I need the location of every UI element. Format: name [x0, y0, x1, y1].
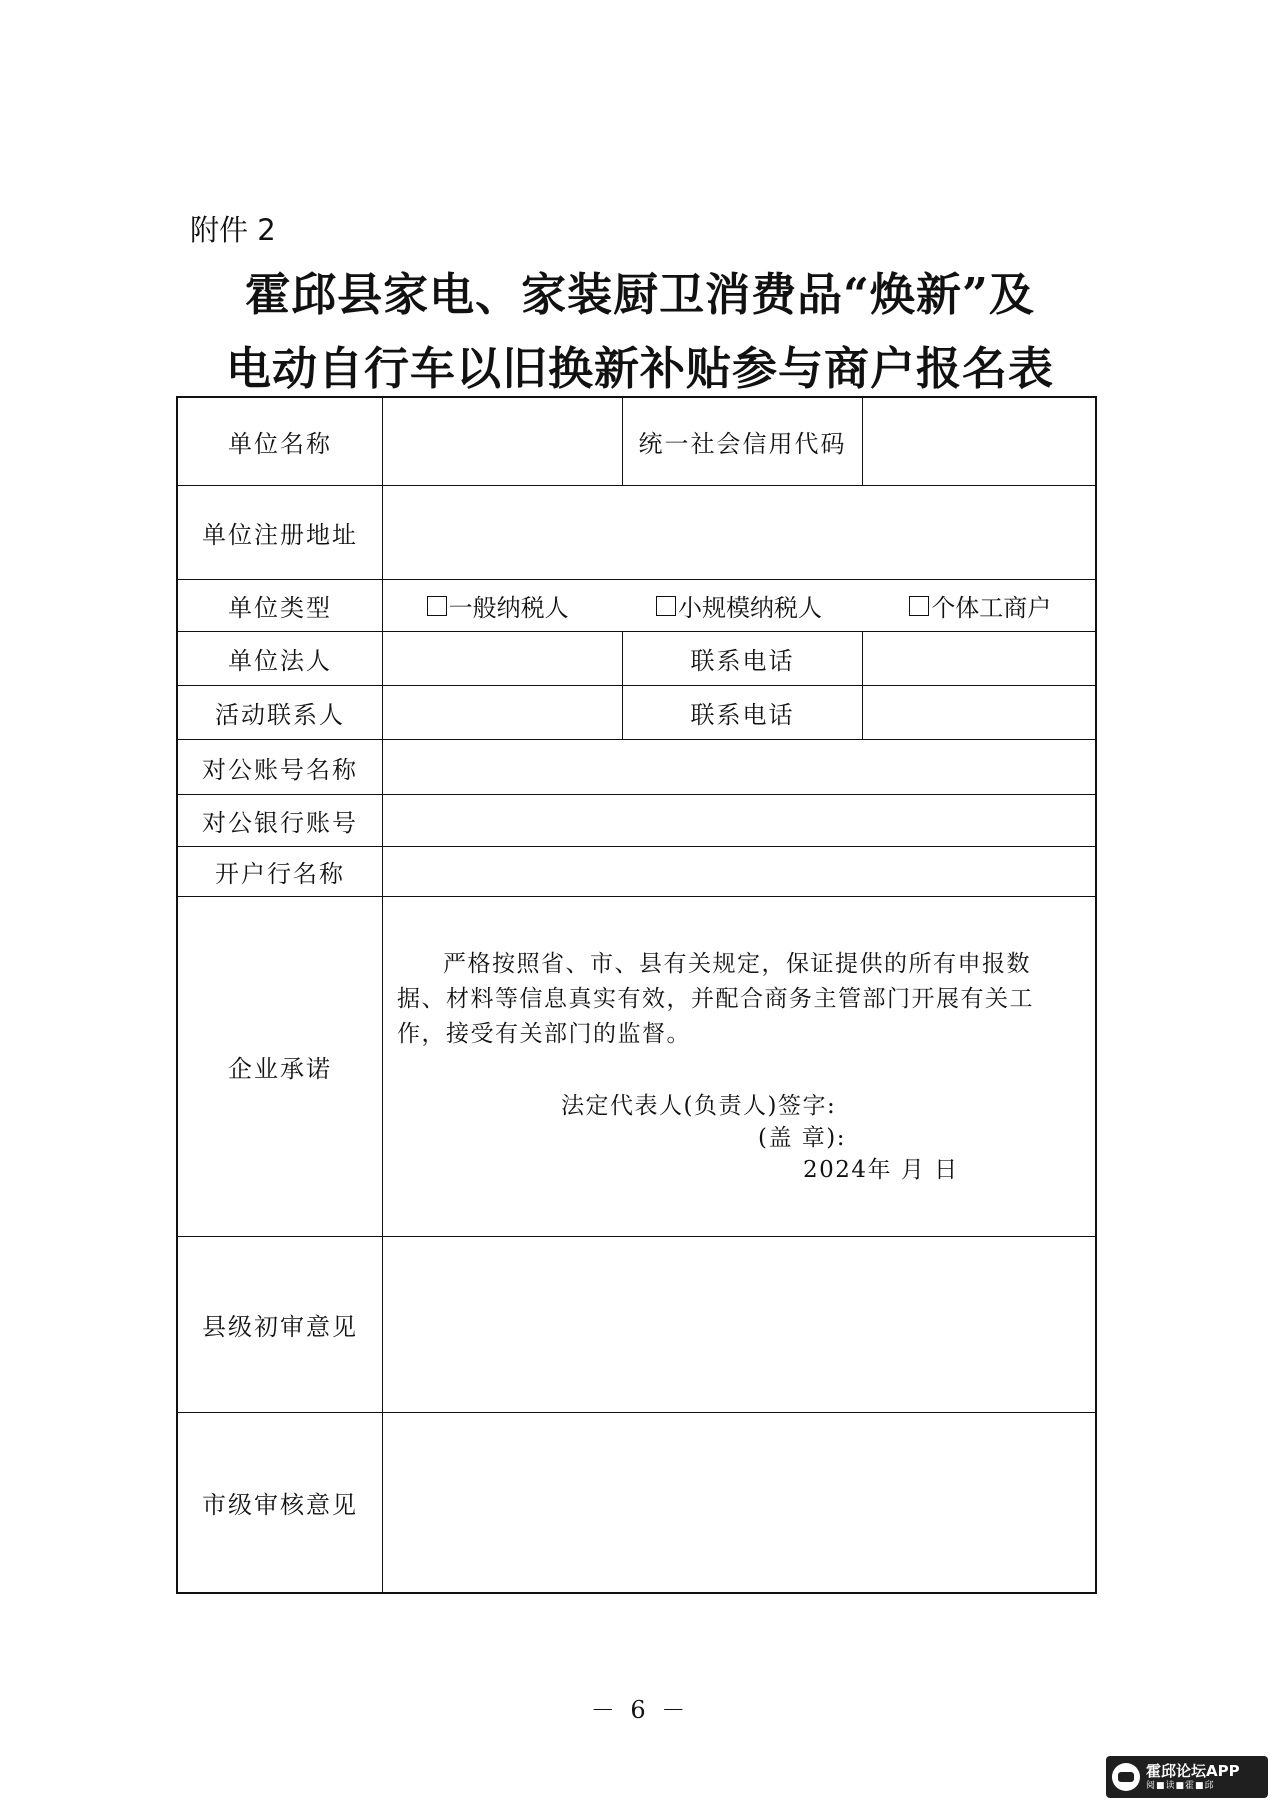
city-review-label: 市级审核意见: [178, 1413, 383, 1592]
attachment-label: 附件 2: [190, 213, 276, 247]
legal-person-field[interactable]: [383, 632, 623, 685]
address-field[interactable]: [383, 486, 1095, 579]
checkbox-icon[interactable]: [656, 596, 676, 616]
option-label: 小规模纳税人: [677, 594, 822, 622]
phone-field-2[interactable]: [863, 686, 1095, 739]
pledge-content: [383, 897, 1095, 1236]
credit-code-field[interactable]: [863, 398, 1095, 485]
row-unit-name: [178, 398, 1095, 486]
legal-person-label: 单位法人: [178, 632, 383, 685]
option-small-scale-taxpayer[interactable]: [656, 588, 822, 623]
row-bank-name: [178, 847, 1095, 897]
form-title-line-2: 电动自行车以旧换新补贴参与商户报名表: [225, 342, 1054, 395]
bank-account-label: 对公银行账号: [178, 795, 383, 846]
form-title-line-1: 霍邱县家电、家装厨卫消费品“焕新”及: [245, 268, 1035, 321]
city-review-field[interactable]: [383, 1413, 1095, 1592]
option-label: 一般纳税人: [448, 594, 569, 622]
option-individual-business[interactable]: [909, 588, 1051, 623]
row-unit-type: [178, 580, 1095, 632]
seal-label: (盖 章):: [758, 1125, 847, 1151]
pledge-label: 企业承诺: [178, 897, 383, 1236]
checkbox-icon[interactable]: [427, 596, 447, 616]
unit-type-options: [383, 580, 1095, 631]
contact-label: 活动联系人: [178, 686, 383, 739]
account-name-field[interactable]: [383, 740, 1095, 794]
pledge-text: 严格按照省、市、县有关规定，保证提供的所有申报数据、材料等信息真实有效，并配合商务主管部门开展有关工作，接受有关部门的监督。: [397, 951, 1034, 1047]
option-label: 个体工商户: [931, 594, 1052, 622]
unit-name-label: 单位名称: [178, 398, 383, 485]
row-bank-account: [178, 795, 1095, 847]
page-number: － 6 －: [590, 1696, 690, 1724]
county-review-label: 县级初审意见: [178, 1237, 383, 1412]
phone-label-2: 联系电话: [623, 686, 863, 739]
app-watermark: [1106, 1756, 1268, 1798]
bank-name-field[interactable]: [383, 847, 1095, 896]
row-contact: [178, 686, 1095, 740]
county-review-field[interactable]: [383, 1237, 1095, 1412]
contact-field[interactable]: [383, 686, 623, 739]
date-text: 2024年 月 日: [803, 1157, 959, 1183]
row-city-review: [178, 1413, 1095, 1592]
watermark-title: 霍邱论坛APP: [1146, 1762, 1240, 1780]
account-name-label: 对公账号名称: [178, 740, 383, 794]
unit-type-label: 单位类型: [178, 580, 383, 631]
watermark-subtitle: 阅■读■霍■邱: [1146, 1781, 1215, 1791]
row-legal-person: [178, 632, 1095, 686]
row-address: [178, 486, 1095, 580]
checkbox-icon[interactable]: [909, 596, 929, 616]
address-label: 单位注册地址: [178, 486, 383, 579]
row-account-name: [178, 740, 1095, 795]
row-pledge: [178, 897, 1095, 1237]
registration-form-table: [176, 396, 1097, 1594]
credit-code-label: 统一社会信用代码: [623, 398, 863, 485]
phone-label-1: 联系电话: [623, 632, 863, 685]
chat-bubble-icon: [1112, 1763, 1140, 1791]
row-county-review: [178, 1237, 1095, 1413]
unit-name-field[interactable]: [383, 398, 623, 485]
option-general-taxpayer[interactable]: [427, 588, 569, 623]
bank-account-field[interactable]: [383, 795, 1095, 846]
phone-field-1[interactable]: [863, 632, 1095, 685]
bank-name-label: 开户行名称: [178, 847, 383, 896]
signature-label: 法定代表人(负责人)签字:: [561, 1093, 837, 1119]
